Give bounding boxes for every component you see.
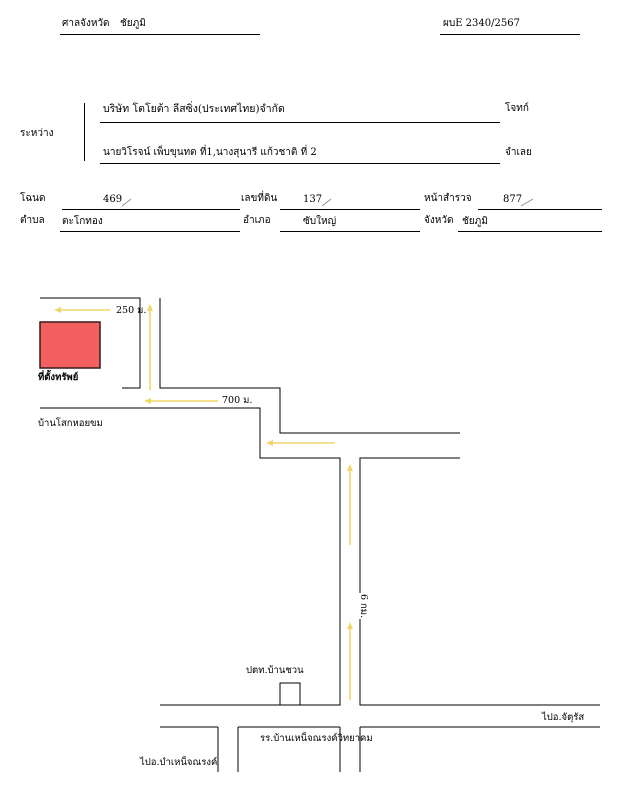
- court-name: ชัยภูมิ: [120, 18, 146, 29]
- tick-mark-parcel: [322, 199, 331, 206]
- court-label: ศาลจังหวัด: [62, 18, 110, 29]
- parcel-number: 137: [303, 194, 323, 205]
- survey-number: 877: [503, 194, 523, 205]
- arrow-left-junction: [266, 440, 335, 446]
- between-label: ระหว่าง: [20, 128, 54, 139]
- survey-label: หน้าสำรวจ: [424, 193, 472, 204]
- police-post-building: [280, 683, 300, 705]
- district-value: ซับใหญ่: [303, 216, 337, 227]
- plaintiff-role: โจทก์: [505, 103, 529, 114]
- distance-700m-label: 700 ม.: [222, 395, 253, 406]
- distance-6km-label: 6 กม.: [358, 593, 370, 619]
- property-label: ที่ตั้งทรัพย์: [38, 372, 79, 383]
- arrow-left-250m: [54, 307, 110, 313]
- defendant-name: นายวิโรจน์ เพ็บขุนทด ที่1,นางสุนารี แก้วชาติ ที่ 2: [103, 147, 317, 158]
- school-label: รร.บ้านเหน็จณรงค์วิทยาคม: [260, 733, 373, 744]
- defendant-role: จำเลย: [505, 147, 532, 158]
- road-mid-right: [360, 458, 600, 705]
- distance-250m-label: 250 ม.: [116, 305, 147, 316]
- subdistrict-label: ตำบล: [20, 215, 45, 226]
- deed-label: โฉนด: [20, 193, 46, 204]
- road-top-right: [160, 298, 460, 433]
- tick-mark-deed: [122, 199, 131, 206]
- arrow-up-lower: [347, 622, 353, 700]
- to-bamnet-label: ไปอ.บำเหน็จณรงค์: [140, 757, 218, 768]
- province-label: จังหวัด: [424, 215, 454, 226]
- case-number: ผบE 2340/2567: [443, 18, 520, 29]
- village-label: บ้านโสกหอยขม: [38, 418, 103, 429]
- plaintiff-name: บริษัท โตโยต้า ลีสซิ่ง(ประเทศไทย)จำกัด: [103, 103, 285, 115]
- parcel-label: เลขที่ดิน: [241, 193, 278, 204]
- subdistrict-value: ตะโกทอง: [62, 216, 103, 227]
- district-label: อำเภอ: [243, 215, 271, 226]
- property-parcel: [40, 322, 100, 368]
- arrow-up-vertical: [147, 304, 153, 390]
- police-post-label: ปตท.บ้านชวน: [246, 665, 304, 676]
- arrow-left-700m: [144, 398, 218, 404]
- tick-mark-survey: [521, 199, 533, 206]
- road-mid-left: [40, 408, 340, 705]
- province-value: ชัยภูมิ: [462, 216, 488, 227]
- to-chatturat-label: ไปอ.จัตุรัส: [542, 712, 585, 723]
- deed-number: 469: [103, 194, 123, 205]
- road-lines: [40, 298, 600, 772]
- arrow-up-upper: [347, 464, 353, 545]
